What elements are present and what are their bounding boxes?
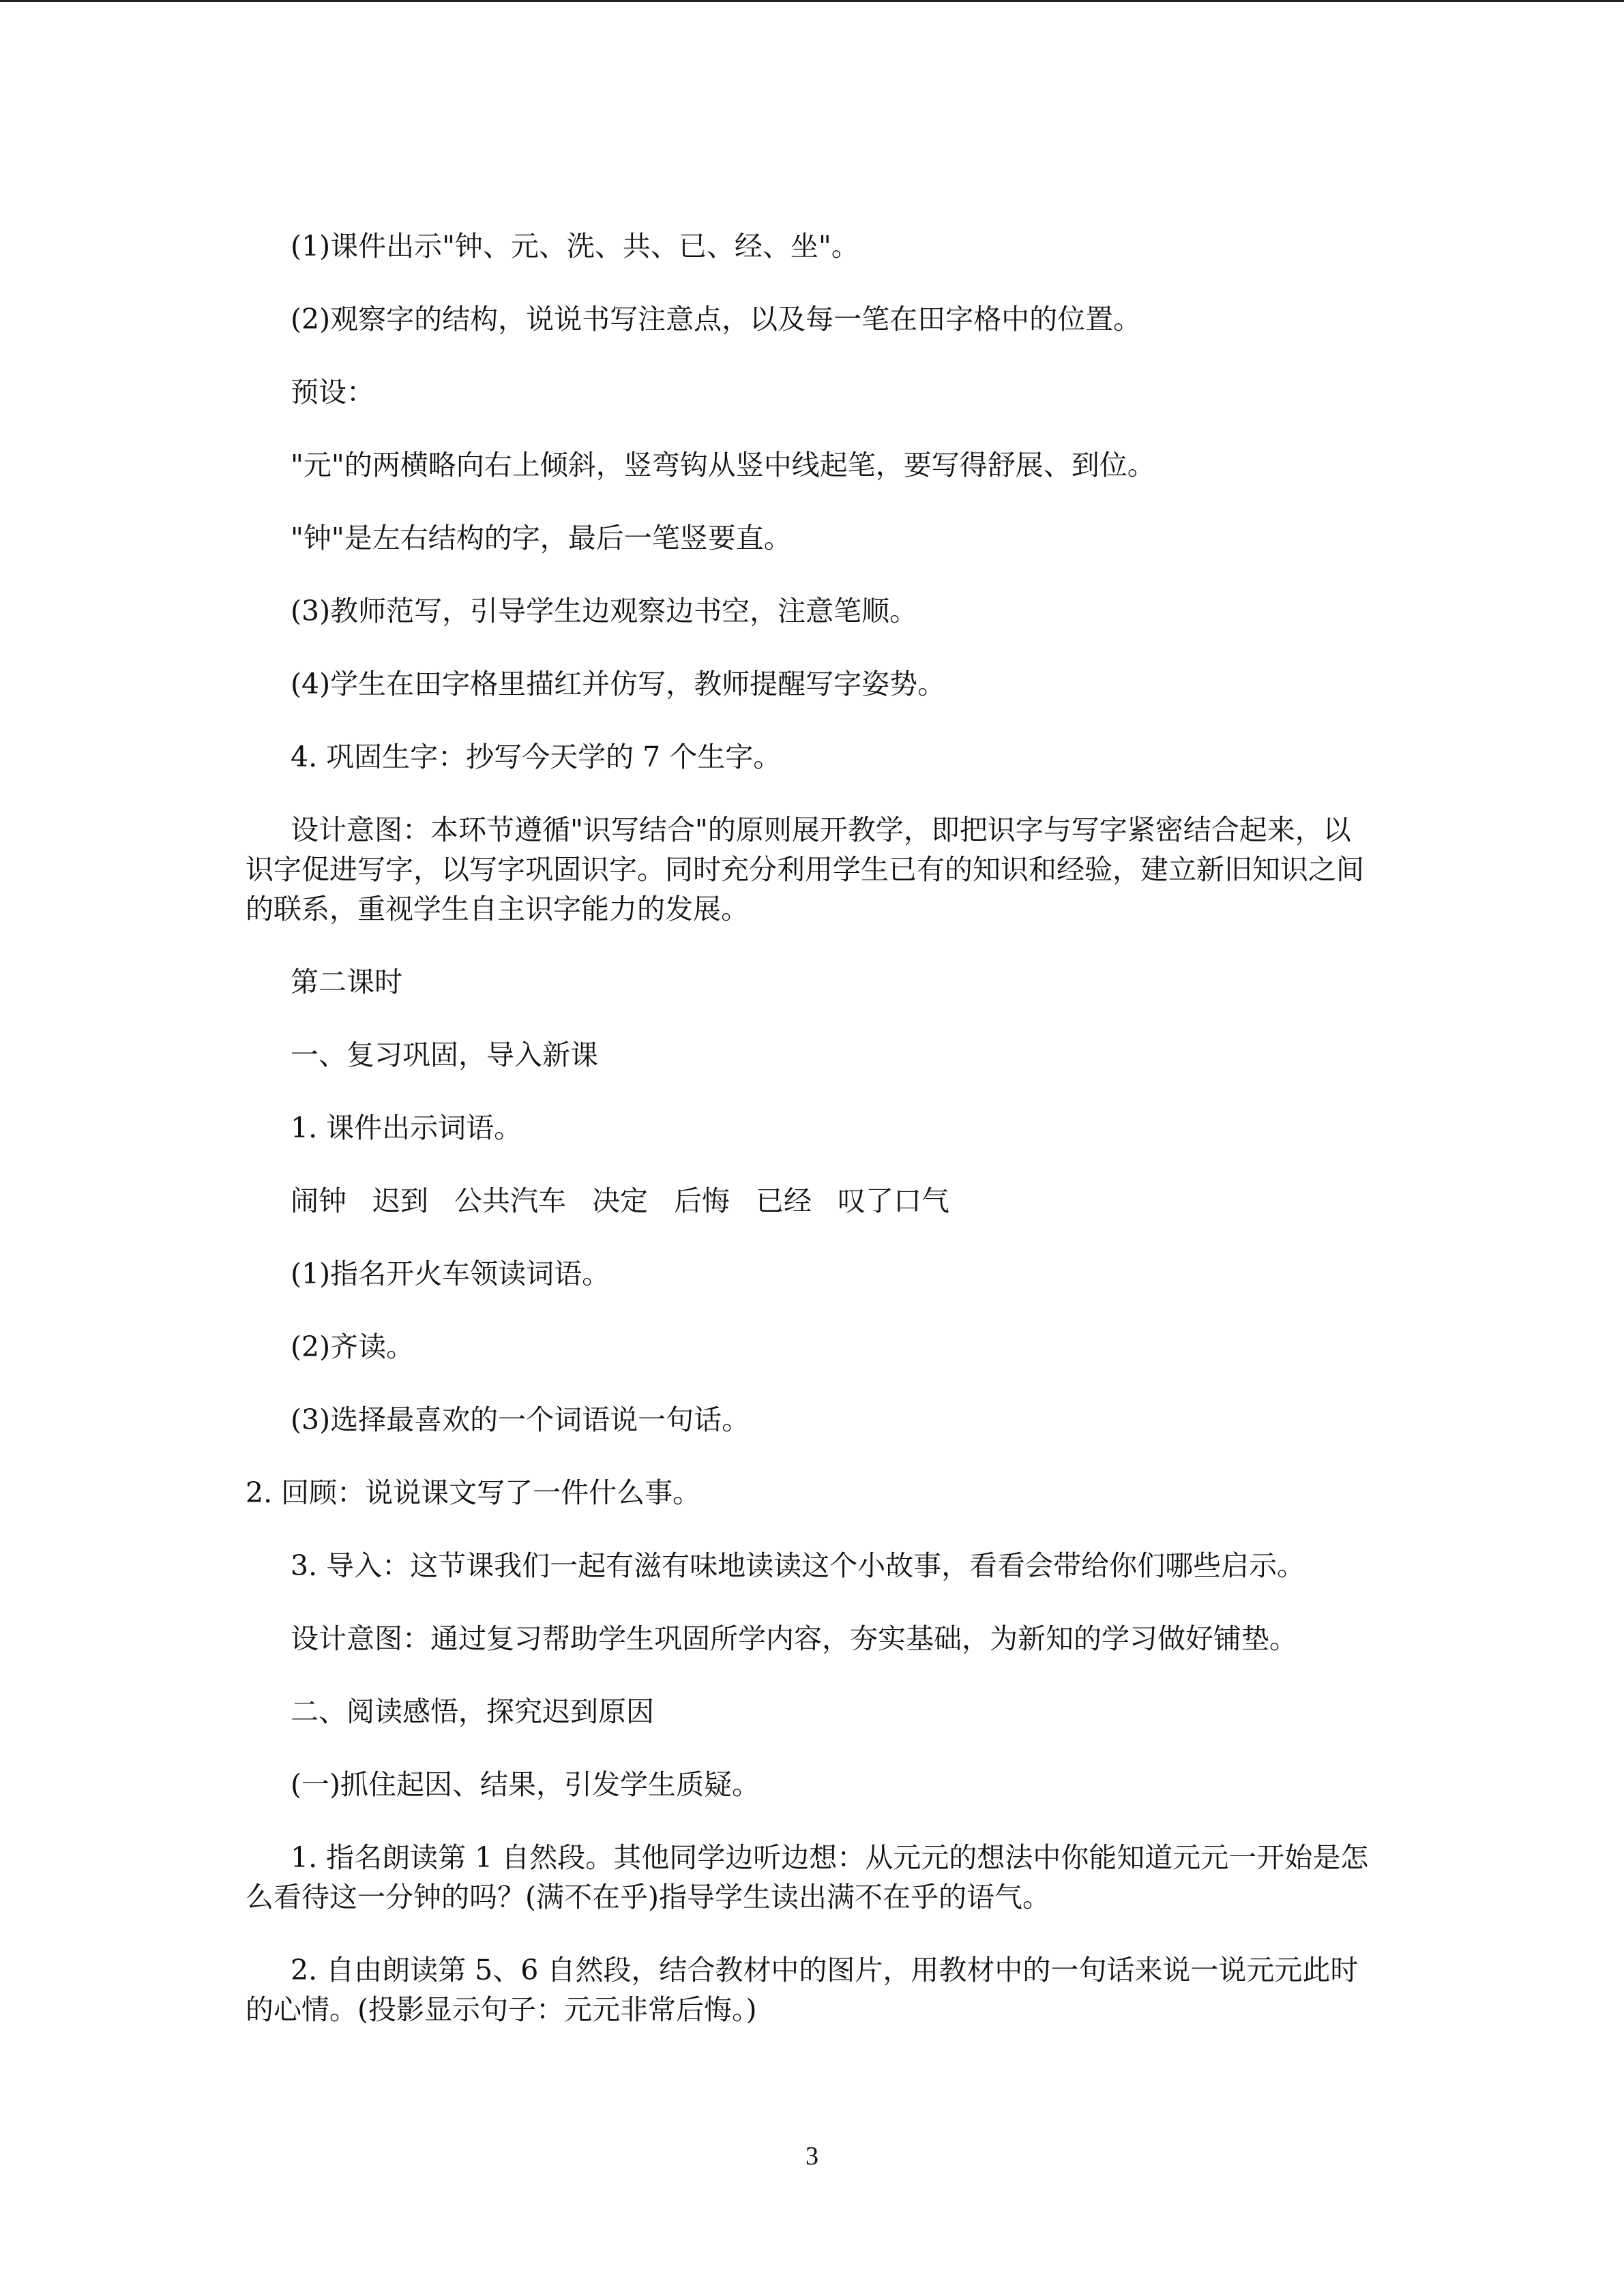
- design-intent-paragraph: 设计意图：通过复习帮助学生巩固所学内容，夯实基础，为新知的学习做好铺垫。: [291, 1622, 1297, 1655]
- paragraph: 1. 指名朗读第 1 自然段。其他同学边听边想：从元元的想法中你能知道元元一开始是怎么看待这一分钟的吗？(满不在乎)指导学生读出满不在乎的语气。: [246, 1841, 1369, 1913]
- paragraph: 1. 课件出示词语。: [291, 1112, 522, 1144]
- section-heading: 一、复习巩固，导入新课: [291, 1039, 598, 1071]
- paragraph: 2. 回顾：说说课文写了一件什么事。: [246, 1476, 701, 1509]
- paragraph: (1)指名开火车领读词语。: [291, 1257, 610, 1290]
- page-top-border: [0, 0, 1624, 2]
- paragraph: "元"的两横略向右上倾斜，竖弯钩从竖中线起笔，要写得舒展、到位。: [291, 449, 1155, 481]
- paragraph: (一)抓住起因、结果，引发学生质疑。: [291, 1768, 760, 1801]
- paragraph: (4)学生在田字格里描红并仿写，教师提醒写字姿势。: [291, 668, 946, 700]
- word-item: 叹了口气: [838, 1184, 949, 1217]
- section-heading: 二、阅读感悟，探究迟到原因: [291, 1695, 654, 1728]
- paragraph: 3. 导入：这节课我们一起有滋有味地读读这个小故事，看看会带给你们哪些启示。: [291, 1549, 1305, 1582]
- paragraph: (3)教师范写，引导学生边观察边书空，注意笔顺。: [291, 595, 918, 627]
- page-number: 3: [806, 2142, 818, 2171]
- paragraph: 4. 巩固生字：抄写今天学的 7 个生字。: [291, 741, 782, 773]
- document-body: [246, 226, 1371, 2063]
- design-intent-paragraph: 设计意图：本环节遵循"识写结合"的原则展开教学，即把识字与写字紧密结合起来，以识字促进写字，以写字巩固识字。同时充分利用学生已有的知识和经验，建立新旧知识之间的联系，重视学生自主识字能力的发展。: [246, 814, 1364, 925]
- word-item: 迟到: [372, 1184, 428, 1217]
- paragraph: 预设：: [291, 376, 374, 408]
- word-item: 公共汽车: [454, 1184, 566, 1217]
- word-list: [246, 1181, 1371, 1221]
- paragraph: (1)课件出示"钟、元、洗、共、已、经、坐"。: [291, 230, 859, 263]
- paragraph: "钟"是左右结构的字，最后一笔竖要直。: [291, 522, 792, 554]
- paragraph: (2)观察字的结构，说说书写注意点，以及每一笔在田字格中的位置。: [291, 303, 1142, 336]
- word-item: 决定: [592, 1184, 648, 1217]
- word-item: 闹钟: [291, 1184, 346, 1217]
- paragraph: (2)齐读。: [291, 1330, 415, 1363]
- paragraph: (3)选择最喜欢的一个词语说一句话。: [291, 1403, 750, 1436]
- word-item: 已经: [756, 1184, 812, 1217]
- section-heading: 第二课时: [291, 966, 402, 998]
- word-item: 后悔: [674, 1184, 730, 1217]
- paragraph: 2. 自由朗读第 5、6 自然段，结合教材中的图片，用教材中的一句话来说一说元元此时的心情。(投影显示句子：元元非常后悔。): [246, 1954, 1359, 2026]
